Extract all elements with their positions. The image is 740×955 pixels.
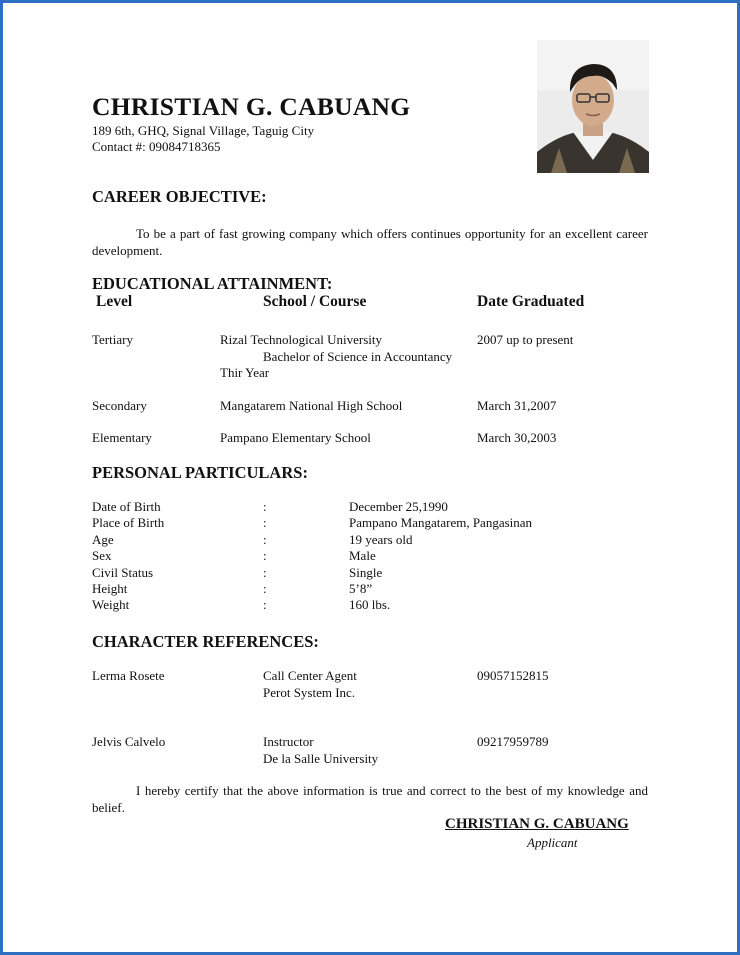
education-school: Rizal Technological University bbox=[220, 332, 383, 347]
reference-phone: 09057152815 bbox=[477, 668, 549, 683]
personal-separator: : bbox=[263, 581, 267, 596]
applicant-name: CHRISTIAN G. CABUANG bbox=[92, 92, 411, 121]
signature-role: Applicant bbox=[527, 835, 578, 850]
personal-label: Height bbox=[92, 581, 128, 596]
career-objective-body: To be a part of fast growing company which offers continues opportunity for an excellent career development. bbox=[92, 226, 648, 258]
reference-position: Call Center Agent bbox=[263, 668, 357, 683]
personal-separator: : bbox=[263, 499, 267, 514]
education-level: Tertiary bbox=[92, 332, 133, 347]
reference-name: Jelvis Calvelo bbox=[92, 734, 166, 749]
address: 189 6th, GHQ, Signal Village, Taguig City bbox=[92, 123, 315, 138]
personal-separator: : bbox=[263, 597, 267, 612]
education-heading: EDUCATIONAL ATTAINMENT: bbox=[92, 274, 333, 293]
personal-separator: : bbox=[263, 548, 267, 563]
personal-label: Date of Birth bbox=[92, 499, 161, 514]
column-header-date: Date Graduated bbox=[477, 293, 585, 310]
personal-label: Civil Status bbox=[92, 565, 154, 580]
reference-name: Lerma Rosete bbox=[92, 668, 165, 683]
personal-value: December 25,1990 bbox=[349, 499, 448, 514]
career-objective-text bbox=[92, 226, 648, 259]
personal-label: Sex bbox=[92, 548, 112, 563]
personal-heading: PERSONAL PARTICULARS: bbox=[92, 463, 308, 482]
education-school: Pampano Elementary School bbox=[220, 430, 371, 445]
personal-label: Age bbox=[92, 532, 114, 547]
education-date: March 30,2003 bbox=[477, 430, 557, 445]
reference-position: Instructor bbox=[263, 734, 314, 749]
personal-separator: : bbox=[263, 515, 267, 530]
reference-company: Perot System Inc. bbox=[263, 685, 356, 700]
education-level: Secondary bbox=[92, 398, 147, 413]
applicant-photo bbox=[537, 40, 649, 173]
personal-value: Male bbox=[349, 548, 376, 563]
portrait-image bbox=[537, 40, 649, 173]
personal-separator: : bbox=[263, 532, 267, 547]
personal-value: 5’8” bbox=[349, 581, 373, 596]
certification-text bbox=[92, 783, 648, 816]
education-date: March 31,2007 bbox=[477, 398, 557, 413]
column-header-level: Level bbox=[96, 293, 133, 310]
education-year-level: Thir Year bbox=[220, 365, 270, 380]
education-date: 2007 up to present bbox=[477, 332, 574, 347]
education-school: Mangatarem National High School bbox=[220, 398, 403, 413]
education-level: Elementary bbox=[92, 430, 152, 445]
contact-number: Contact #: 09084718365 bbox=[92, 139, 221, 154]
reference-company: De la Salle University bbox=[263, 751, 379, 766]
personal-separator: : bbox=[263, 565, 267, 580]
personal-value: Pampano Mangatarem, Pangasinan bbox=[349, 515, 533, 530]
column-header-school: School / Course bbox=[263, 293, 367, 310]
references-heading: CHARACTER REFERENCES: bbox=[92, 632, 319, 651]
signature-name: CHRISTIAN G. CABUANG bbox=[445, 816, 629, 832]
personal-label: Place of Birth bbox=[92, 515, 165, 530]
reference-phone: 09217959789 bbox=[477, 734, 549, 749]
certification-body: I hereby certify that the above information is true and correct to the best of my knowledge and belief. bbox=[92, 783, 648, 815]
education-course: Bachelor of Science in Accountancy bbox=[263, 349, 453, 364]
personal-value: 19 years old bbox=[349, 532, 413, 547]
personal-value: Single bbox=[349, 565, 383, 580]
personal-label: Weight bbox=[92, 597, 130, 612]
personal-value: 160 lbs. bbox=[349, 597, 391, 612]
career-objective-heading: CAREER OBJECTIVE: bbox=[92, 187, 267, 206]
